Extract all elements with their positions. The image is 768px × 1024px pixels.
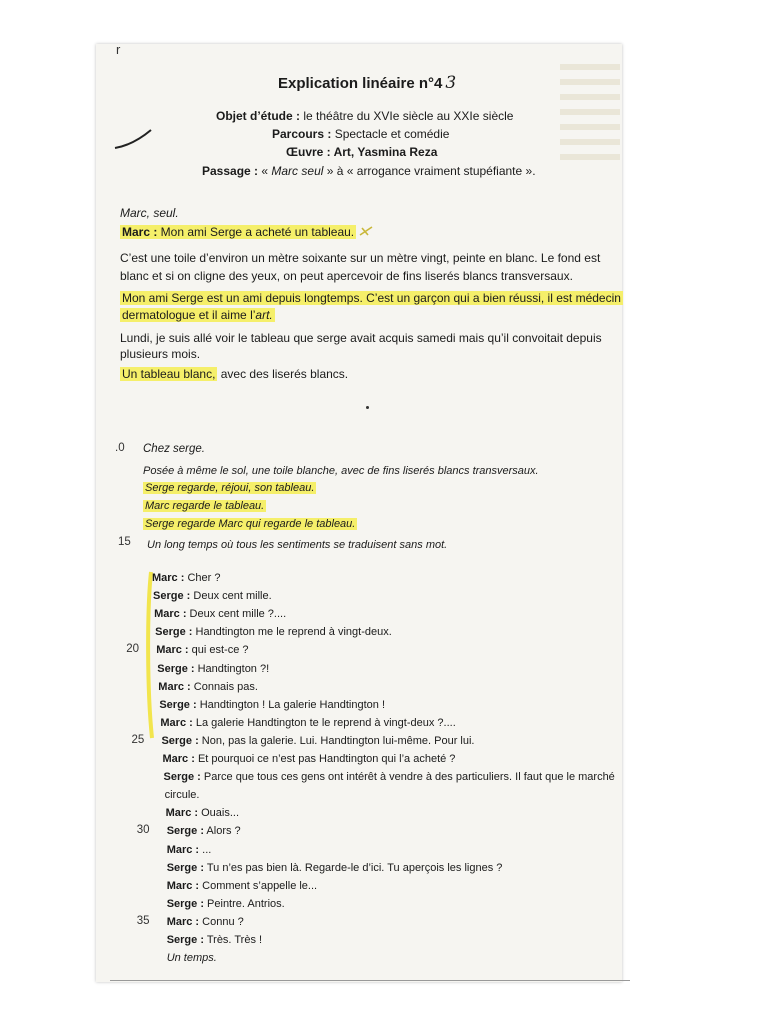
dialogue-line bbox=[167, 952, 217, 965]
dialogue-text: Handtington ! La galerie Handtington ! bbox=[196, 698, 385, 711]
dialogue-text: Très. Très ! bbox=[203, 934, 263, 946]
dialogue-text: Et pourquoi ce n’est pas Handtington qui l’a acheté ? bbox=[194, 753, 456, 765]
speaker-name: Marc : bbox=[160, 716, 193, 729]
line-number-20: 20 bbox=[126, 643, 139, 656]
bleed-through-text bbox=[560, 55, 620, 185]
dialogue-text: La galerie Handtington te le reprend à vingt-deux ?.... bbox=[192, 716, 456, 729]
dialogue-line bbox=[152, 572, 220, 585]
dialogue-text: Deux cent mille. bbox=[190, 590, 272, 603]
pen-tick-mark: r bbox=[116, 42, 121, 57]
dialogue-line bbox=[158, 681, 258, 694]
speaker-name: Serge : bbox=[159, 698, 197, 711]
section-separator-dot bbox=[366, 406, 369, 409]
monologue-line-8: Un tableau blanc, avec des liserés blancs. bbox=[122, 367, 349, 381]
passage-italic: Marc seul bbox=[271, 164, 324, 178]
dialogue-line bbox=[167, 880, 317, 893]
line-number-15: 15 bbox=[118, 536, 131, 548]
dialogue-line bbox=[167, 916, 244, 929]
monologue-line-5: dermatologue et il aime l’art. bbox=[122, 308, 273, 322]
parcours-label: Parcours : bbox=[272, 127, 332, 141]
monologue-line-4: Mon ami Serge est un ami depuis longtemps. C’est un garçon qui a bien réussi, il est médecin bbox=[122, 291, 621, 305]
speaker-name: Serge : bbox=[157, 662, 195, 675]
dialogue-text: ... bbox=[199, 843, 212, 856]
dialogue-line bbox=[167, 934, 262, 947]
dialogue-line bbox=[165, 789, 200, 802]
title-handwritten-number: 3 bbox=[445, 73, 457, 93]
speaker-name: Serge : bbox=[166, 897, 204, 910]
dialogue-text: Alors ? bbox=[203, 825, 241, 838]
speaker-name: Marc : bbox=[165, 807, 199, 820]
speaker-name: Serge : bbox=[166, 861, 204, 874]
speaker-name: Marc : bbox=[158, 680, 191, 693]
speaker-name: Serge : bbox=[166, 825, 204, 838]
dialogue-text: Deux cent mille ?.... bbox=[186, 608, 287, 621]
stage-direction-marc-regarde: Marc regarde le tableau. bbox=[145, 500, 265, 512]
speaker-name: Marc : bbox=[162, 753, 195, 765]
stage-direction-marc-seul: Marc, seul. bbox=[120, 206, 179, 220]
speaker-name: Serge : bbox=[166, 934, 204, 946]
paper-sheet bbox=[96, 44, 622, 982]
dialogue-text: Un temps. bbox=[166, 952, 217, 965]
title-text: Explication linéaire n°4 bbox=[278, 75, 443, 92]
passage-label: Passage : bbox=[202, 164, 259, 178]
dialogue-line bbox=[157, 663, 269, 676]
speaker-name: Serge : bbox=[163, 771, 201, 784]
speaker-name: Marc : bbox=[154, 608, 187, 621]
line-number-30: 30 bbox=[136, 824, 150, 837]
dialogue-line bbox=[155, 626, 392, 639]
monologue-line-6: Lundi, je suis allé voir le tableau que serge avait acquis samedi mais qu’il convoitait depuis bbox=[120, 331, 602, 345]
parcours-value: Spectacle et comédie bbox=[331, 127, 450, 141]
monologue-line-3: blanc et si on cligne des yeux, on peut apercevoir de fins liserés blancs transversaux. bbox=[120, 269, 573, 283]
dialogue-line bbox=[167, 844, 212, 857]
dialogue-text: Handtington me le reprend à vingt-deux. bbox=[192, 626, 392, 639]
speaker-name: Serge : bbox=[161, 734, 199, 747]
highlighted-text: Marc : Mon ami Serge a acheté un tableau. bbox=[122, 225, 355, 239]
monologue-line-7: plusieurs mois. bbox=[120, 347, 201, 361]
stage-direction-serge-regarde: Serge regarde, réjoui, son tableau. bbox=[145, 482, 315, 494]
stage-direction-serge-marc: Serge regarde Marc qui regarde le tableau. bbox=[145, 518, 356, 530]
monologue-line-1 bbox=[120, 225, 373, 239]
dialogue-line bbox=[164, 771, 615, 784]
parcours-line bbox=[272, 127, 449, 141]
dialogue-text: Tu n’es pas bien là. Regarde-le d’ici. Tu aperçois les lignes ? bbox=[203, 861, 503, 874]
speaker-name: Marc : bbox=[166, 915, 200, 928]
dialogue-line bbox=[160, 717, 455, 730]
objet-value: le théâtre du XVIe siècle au XXIe siècle bbox=[300, 109, 514, 123]
dialogue-text: Connais pas. bbox=[190, 680, 258, 693]
speaker-name: Serge : bbox=[155, 626, 193, 639]
speaker-name: Marc : bbox=[156, 644, 189, 657]
page-bottom-edge bbox=[110, 980, 630, 981]
dialogue-text: Handtington ?! bbox=[194, 662, 270, 675]
dialogue-line bbox=[156, 644, 248, 657]
dialogue-line bbox=[154, 608, 286, 621]
dialogue-text: qui est-ce ? bbox=[188, 644, 249, 657]
dialogue-line bbox=[167, 898, 285, 911]
dialogue-line bbox=[161, 735, 474, 748]
speaker-name: Marc : bbox=[166, 843, 200, 856]
page-title bbox=[278, 73, 456, 93]
dialogue-text: Non, pas la galerie. Lui. Handtington lui-même. Pour lui. bbox=[198, 734, 475, 747]
dialogue-text: circule. bbox=[164, 789, 200, 802]
dialogue-line bbox=[163, 753, 456, 766]
dialogue-text: Connu ? bbox=[199, 915, 244, 928]
dialogue-text: Cher ? bbox=[184, 572, 221, 584]
dialogue-text: Parce que tous ces gens ont intérêt à vendre à des particuliers. Il faut que le marché bbox=[200, 771, 615, 784]
dialogue-line bbox=[159, 699, 385, 712]
dialogue-text: Comment s’appelle le... bbox=[199, 879, 318, 892]
stage-direction-long-temps: Un long temps où tous les sentiments se traduisent sans mot. bbox=[147, 539, 448, 551]
dialogue-line bbox=[167, 862, 503, 875]
speaker-name: Marc : bbox=[152, 572, 185, 584]
objet-line bbox=[216, 109, 513, 123]
dialogue-text: Ouais... bbox=[198, 807, 240, 820]
passage-line: Passage : « Marc seul » à « arrogance vraiment stupéfiante ». bbox=[202, 164, 536, 178]
pen-cross-mark bbox=[359, 226, 373, 236]
objet-label: Objet d’étude : bbox=[216, 109, 300, 123]
speaker-name: Serge : bbox=[153, 590, 191, 603]
dialogue-line bbox=[166, 807, 239, 820]
monologue-line-2: C’est une toile d’environ un mètre soixante sur un mètre vingt, peinte en blanc. Le fond est bbox=[120, 251, 601, 265]
pen-stroke-mark bbox=[113, 128, 153, 150]
stage-direction-chez-serge: Chez serge. bbox=[143, 443, 206, 455]
line-number-25: 25 bbox=[131, 733, 145, 746]
oeuvre-line: Œuvre : Art, Yasmina Reza bbox=[286, 145, 438, 159]
stage-direction-toile: Posée à même le sol, une toile blanche, avec de fins liserés blancs transversaux. bbox=[143, 465, 539, 477]
dialogue-text: Peintre. Antrios. bbox=[203, 897, 285, 910]
dialogue-line bbox=[153, 590, 272, 603]
speaker-name: Marc : bbox=[166, 879, 200, 892]
line-number-10: .0 bbox=[115, 442, 125, 454]
line-number-35: 35 bbox=[136, 914, 150, 927]
dialogue-line bbox=[167, 825, 241, 838]
